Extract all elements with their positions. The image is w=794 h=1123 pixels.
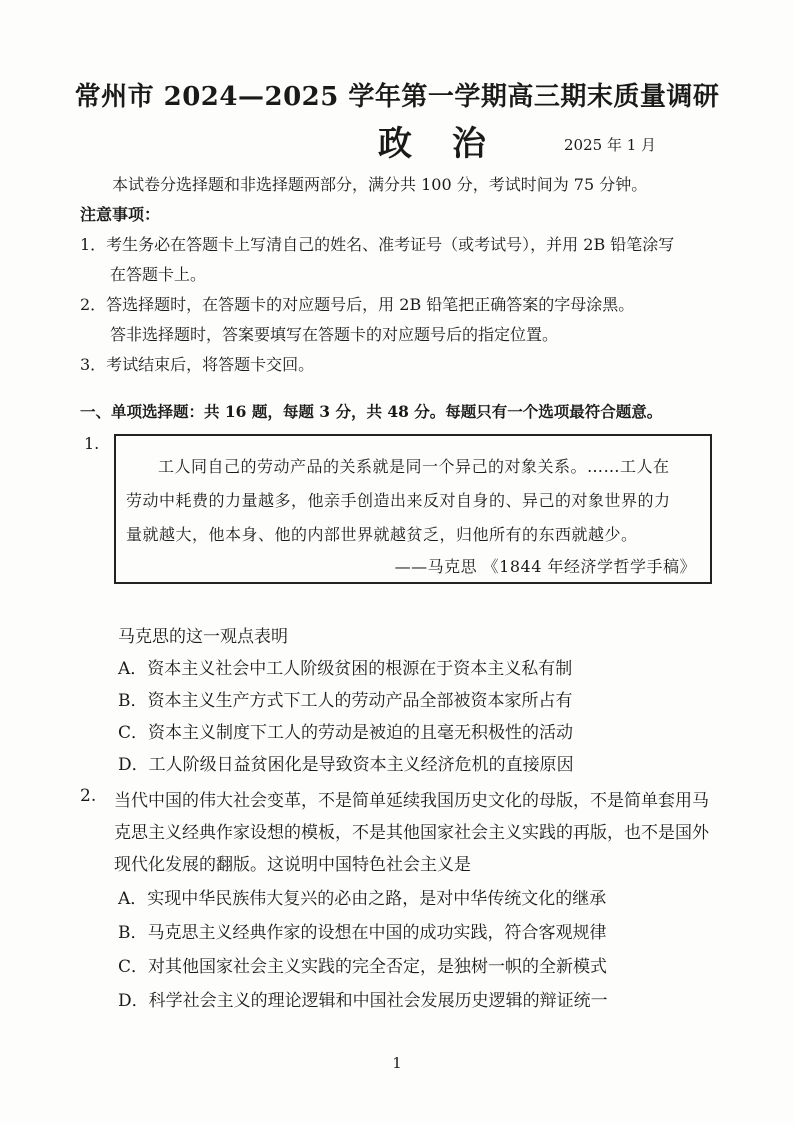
exam-date: 2025 年 1 月 [564, 136, 657, 154]
option-c: C．资本主义制度下工人的劳动是被迫的且毫无积极性的活动 [118, 723, 574, 743]
question-stem: 当代中国的伟大社会变革，不是简单延续我国历史文化的母版，不是简单套用马 [114, 791, 709, 811]
note-item: 2．答选择题时，在答题卡的对应题号后，用 2B 铅笔把正确答案的字母涂黑。 [80, 295, 635, 314]
question-stem: 现代化发展的翻版。这说明中国特色社会主义是 [114, 855, 471, 875]
question-number: 2. [80, 786, 97, 806]
subject-title: 政 治 [378, 124, 500, 164]
note-item: 答非选择题时，答案要填写在答题卡的对应题号后的指定位置。 [110, 325, 559, 344]
option-a: A．实现中华民族伟大复兴的必由之路，是对中华传统文化的继承 [118, 889, 607, 909]
question-stem: 克思主义经典作家设想的模板，不是其他国家社会主义实践的再版，也不是国外 [114, 823, 709, 843]
intro-text: 本试卷分选择题和非选择题两部分，满分共 100 分，考试时间为 75 分钟。 [112, 175, 648, 194]
notes-heading: 注意事项： [80, 205, 161, 224]
section-heading: 一、单项选择题：共 16 题，每题 3 分，共 48 分。每题只有一个选项最符合题意。 [80, 402, 663, 421]
page-number: 1 [392, 1054, 402, 1072]
option-d: D．科学社会主义的理论逻辑和中国社会发展历史逻辑的辩证统一 [118, 991, 608, 1011]
option-c: C．对其他国家社会主义实践的完全否定，是独树一帜的全新模式 [118, 957, 608, 977]
option-d: D．工人阶级日益贫困化是导致资本主义经济危机的直接原因 [118, 755, 574, 775]
question-stem: 马克思的这一观点表明 [118, 627, 288, 647]
quote-box [114, 434, 712, 584]
quote-source: ——马克思 《1844 年经济学哲学手稿》 [394, 557, 696, 576]
note-item: 在答题卡上。 [110, 265, 207, 284]
quote-line: 工人同自己的劳动产品的关系就是同一个异己的对象关系。……工人在 [158, 457, 670, 476]
note-item: 3．考试结束后，将答题卡交回。 [80, 355, 315, 374]
option-b: B．资本主义生产方式下工人的劳动产品全部被资本家所占有 [118, 691, 573, 711]
exam-title: 常州市 2024—2025 学年第一学期高三期末质量调研 [74, 82, 720, 112]
quote-line: 量就越大，他本身、他的内部世界就越贫乏，归他所有的东西就越少。 [126, 525, 638, 544]
option-b: B．马克思主义经典作家的设想在中国的成功实践，符合客观规律 [118, 923, 607, 943]
quote-line: 劳动中耗费的力量越多，他亲手创造出来反对自身的、异己的对象世界的力 [126, 491, 671, 510]
option-a: A．资本主义社会中工人阶级贫困的根源在于资本主义私有制 [118, 659, 573, 679]
note-item: 1．考生务必在答题卡上写清自己的姓名、准考证号（或考试号），并用 2B 铅笔涂写 [80, 235, 675, 254]
question-number: 1. [84, 434, 100, 453]
